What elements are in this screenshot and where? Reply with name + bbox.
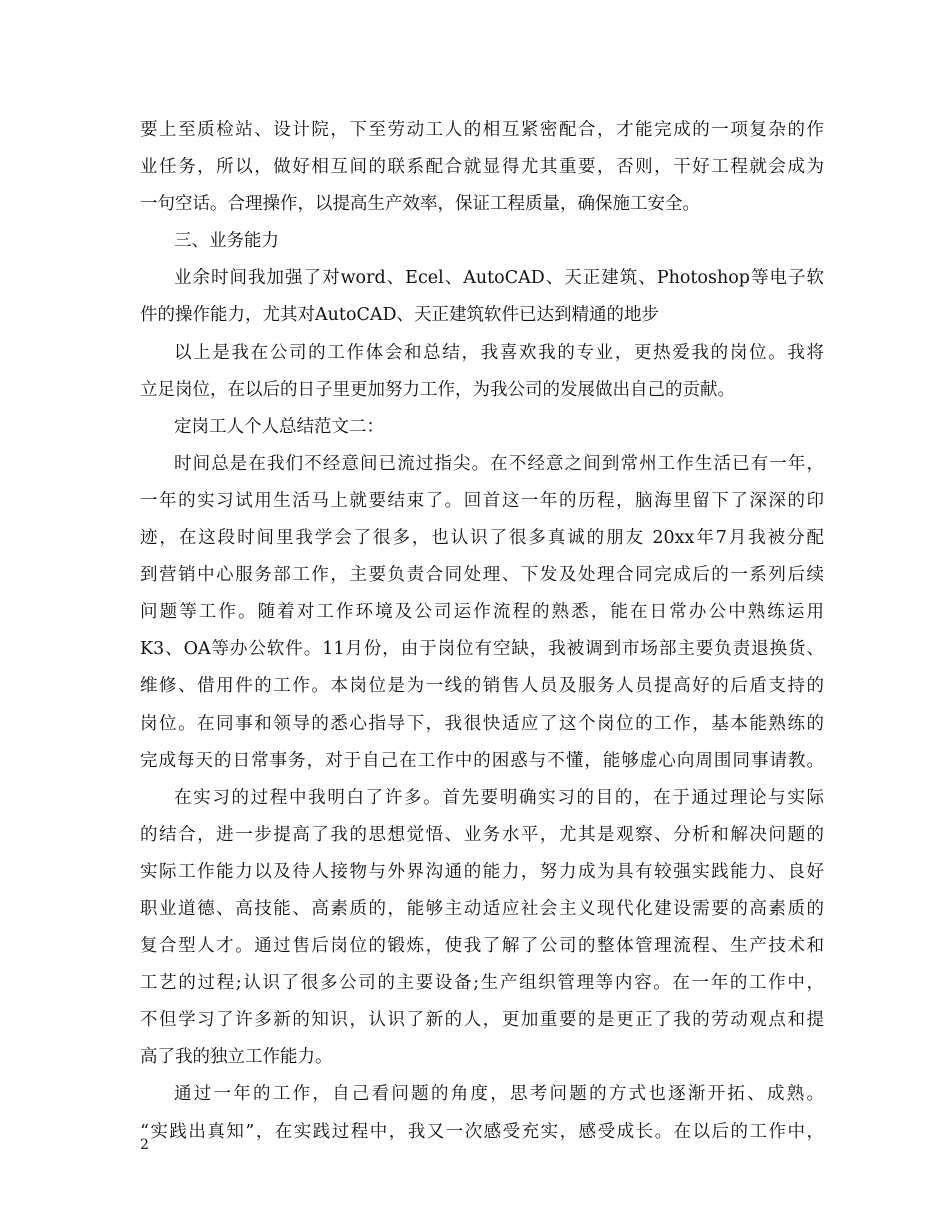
section-heading: 三、业务能力 [174, 231, 279, 252]
text-line: 岗位。在同事和领导的悉心指导下，我很快适应了这个岗位的工作，基本能熟练的 [140, 713, 824, 734]
text-line: 高了我的独立工作能力。 [140, 1047, 333, 1068]
text-line: 要上至质检站、设计院，下至劳动工人的相互紧密配合，才能完成的一项复杂的作 [140, 120, 824, 140]
text-line: 工艺的过程;认识了很多公司的主要设备;生产组织管理等内容。在一年的工作中， [140, 973, 824, 994]
text-line: K3、OA等办公软件。11月份，由于岗位有空缺，我被调到市场部主要负责退换货、 [140, 639, 824, 660]
text-line: 业任务，所以，做好相互间的联系配合就显得尤其重要，否则，干好工程就会成为 [140, 157, 824, 178]
text-line: 复合型人才。通过售后岗位的锻炼，使我了解了公司的整体管理流程、生产技术和 [140, 936, 824, 957]
text-line: 一年的实习试用生活马上就要结束了。回首这一年的历程，脑海里留下了深深的印 [140, 490, 824, 511]
text-line: 实际工作能力以及待人接物与外界沟通的能力，努力成为具有较强实践能力、良好 [140, 861, 824, 882]
text-line: 通过一年的工作，自己看问题的角度，思考问题的方式也逐渐开拓、成熟。 [174, 1084, 824, 1105]
text-line: 不但学习了许多新的知识，认识了新的人，更加重要的是更正了我的劳动观点和提 [140, 1010, 824, 1031]
text-line: 职业道德、高技能、高素质的，能够主动适应社会主义现代化建设需要的高素质的 [140, 898, 824, 919]
text-line: 立足岗位，在以后的日子里更加努力工作，为我公司的发展做出自己的贡献。 [140, 379, 735, 400]
text-line: 一句空话。合理操作，以提高生产效率，保证工程质量，确保施工安全。 [140, 194, 700, 215]
text-line: 以上是我在公司的工作体会和总结，我喜欢我的专业，更热爱我的岗位。我将 [174, 342, 824, 363]
text-line: 业余时间我加强了对word、Ecel、AutoCAD、天正建筑、Photoshop等电子软 [174, 268, 824, 289]
text-line: 迹，在这段时间里我学会了很多，也认识了很多真诚的朋友 20xx年7月我被分配 [140, 528, 824, 549]
text-line: 件的操作能力，尤其对AutoCAD、天正建筑软件已达到精通的地步 [140, 305, 660, 326]
text-line: “实践出真知”，在实践过程中，我又一次感受充实，感受成长。在以后的工作中， [140, 1121, 824, 1142]
text-line: 时间总是在我们不经意间已流过指尖。在不经意之间到常州工作生活已有一年， [174, 453, 824, 474]
section-heading: 定岗工人个人总结范文二： [174, 416, 384, 437]
text-line: 的结合，进一步提高了我的思想觉悟、业务水平，尤其是观察、分析和解决问题的 [140, 824, 824, 845]
document-body [140, 112, 824, 1151]
text-line: 在实习的过程中我明白了许多。首先要明确实习的目的，在于通过理论与实际 [174, 787, 824, 808]
page-number: 2 [140, 1137, 149, 1153]
text-line: 完成每天的日常事务，对于自己在工作中的困惑与不懂，能够虚心向周围同事请教。 [140, 750, 824, 771]
text-line: 维修、借用件的工作。本岗位是为一线的销售人员及服务人员提高好的后盾支持的 [140, 676, 824, 697]
text-line: 到营销中心服务部工作，主要负责合同处理、下发及处理合同完成后的一系列后续 [140, 565, 824, 586]
text-line: 问题等工作。随着对工作环境及公司运作流程的熟悉，能在日常办公中熟练运用 [140, 602, 824, 623]
